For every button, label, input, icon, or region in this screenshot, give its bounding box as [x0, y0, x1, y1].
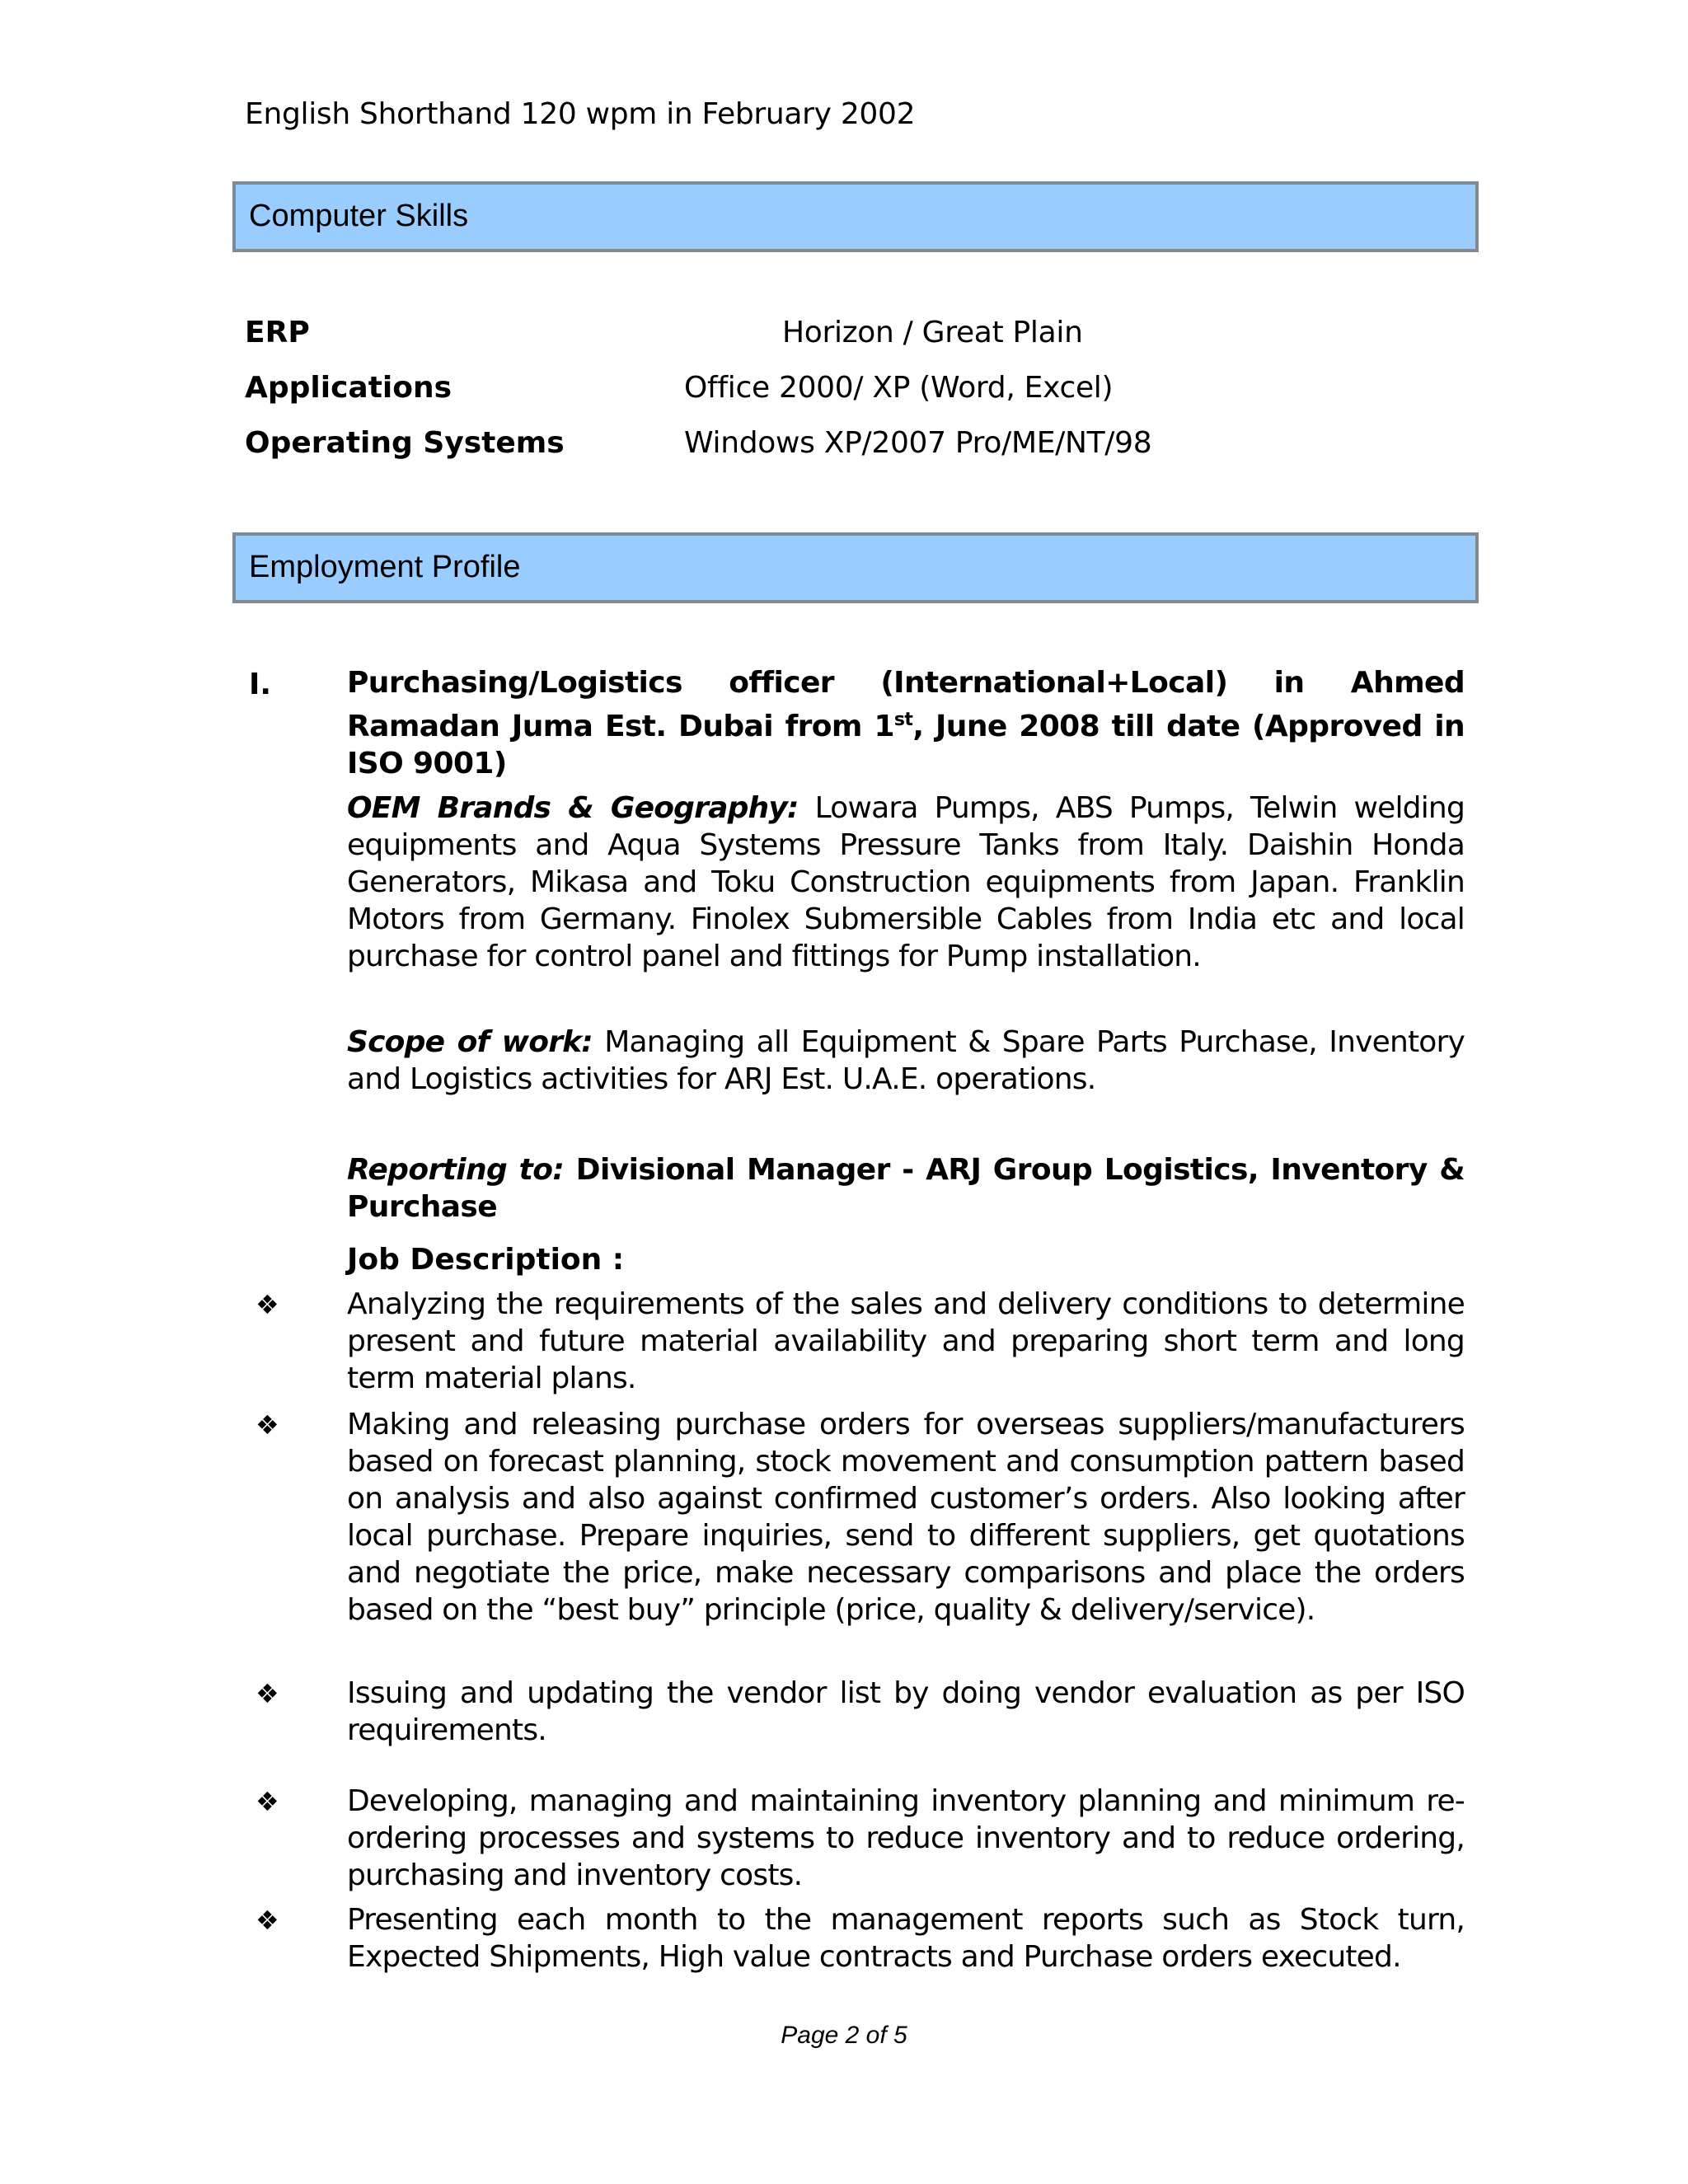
oem-brands-paragraph	[347, 790, 1465, 975]
computer-skills-header	[232, 181, 1479, 252]
bullet-text: Making and releasing purchase orders for overseas suppliers/manufacturers based on forecast planning, stock movement and consumption pattern based on analysis and also against confirmed customer’s orders. Also looking after local purchase. Prepare inquiries, send to different suppliers, get quotations and negotiate the price, make necessary comparisons and place the orders based on the “best buy” principle (price, quality & delivery/service).	[347, 1408, 1465, 1627]
skill-label: Applications	[245, 371, 452, 405]
page-number-footer: Page 2 of 5	[781, 2022, 907, 2049]
job-number: I.	[249, 668, 272, 701]
oem-text: Lowara Pumps, ABS Pumps, Telwin welding equipments and Aqua Systems Pressure Tanks from Italy. Daishin Honda Generators, Mikasa and Toku Construction equipments from Japan. Franklin Motors from Germany. Finolex Submersible Cables from India etc and local purchase for control panel and fittings for Pump installation.	[347, 791, 1465, 973]
skill-value: Windows XP/2007 Pro/ME/NT/98	[684, 426, 1152, 460]
job-title-part2: , June 2008 till date (Approved in ISO 9001)	[347, 710, 1465, 780]
bullet-diamond-icon: ❖	[256, 1786, 279, 1817]
skill-value: Horizon / Great Plain	[782, 316, 1083, 349]
bullet-text: Issuing and updating the vendor list by doing vendor evaluation as per ISO requirements.	[347, 1676, 1465, 1747]
bullet-text: Presenting each month to the management reports such as Stock turn, Expected Shipments, High value contracts and Purchase orders executed.	[347, 1903, 1465, 1974]
scope-text: Managing all Equipment & Spare Parts Purchase, Inventory and Logistics activities for ARJ Est. U.A.E. operations.	[347, 1025, 1465, 1096]
skill-label: ERP	[245, 316, 310, 349]
top-line-text: English Shorthand 120 wpm in February 2002	[245, 97, 916, 131]
job-title-part1: Purchasing/Logistics officer (International+Local) in Ahmed Ramadan Juma Est. Dubai from 1	[347, 666, 1465, 743]
oem-label: OEM Brands & Geography:	[347, 791, 799, 825]
skill-value: Office 2000/ XP (Word, Excel)	[684, 371, 1114, 405]
job-title	[347, 664, 1465, 782]
bullet-diamond-icon: ❖	[256, 1289, 279, 1320]
scope-paragraph	[347, 1024, 1465, 1098]
bullet-text: Analyzing the requirements of the sales and delivery conditions to determine present and future material availability and preparing short term and long term material plans.	[347, 1287, 1465, 1395]
bullet-diamond-icon: ❖	[256, 1905, 279, 1936]
reporting-label: Reporting to:	[347, 1153, 565, 1187]
scope-label: Scope of work:	[347, 1025, 593, 1059]
employment-profile-header	[232, 532, 1479, 603]
employment-profile-heading: Employment Profile	[249, 550, 521, 584]
job-title-sup: st	[893, 710, 913, 730]
skill-label: Operating Systems	[245, 426, 565, 460]
bullet-text: Developing, managing and maintaining inventory planning and minimum re-ordering processes and systems to reduce inventory and to reduce ordering, purchasing and inventory costs.	[347, 1784, 1465, 1892]
reporting-paragraph	[347, 1151, 1465, 1226]
bullet-diamond-icon: ❖	[256, 1678, 279, 1709]
reporting-text: Divisional Manager - ARJ Group Logistics, Inventory & Purchase	[347, 1153, 1465, 1224]
bullet-diamond-icon: ❖	[256, 1409, 279, 1441]
job-description-heading: Job Description :	[347, 1243, 625, 1277]
computer-skills-heading: Computer Skills	[249, 199, 469, 233]
